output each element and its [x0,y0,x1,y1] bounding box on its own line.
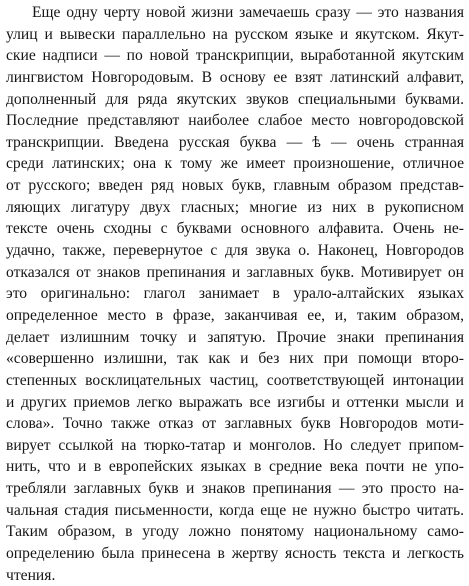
text-line: нить, что и в европейских языках в средние века почти не упо- [6,458,464,476]
text-paragraph [6,2,464,586]
text-line: тексте очень сходны с буквами основного алфавита. Очень не- [6,220,464,238]
text-line: слова». Точно также отказ от заглавных букв Новгородов моти- [6,415,464,433]
text-line: ские надписи — по новой транскрипции, выработанной якутским [6,47,464,65]
text-line: отказался от знаков препинания и заглавных букв. Мотивирует он [6,263,464,281]
text-line: Еще одну черту новой жизни замечаешь сразу — это названия [32,4,464,21]
text-line: требляли заглавных букв и знаков препинания — это просто на- [6,480,464,498]
text-line: ляющих лигатуру двух гласных; многие из них в рукописном [6,198,464,216]
text-line: определению была принесена в жертву ясность текста и легкость [6,545,464,563]
text-line: Таким образом, в угоду ложно понятому национальному само- [6,523,464,541]
text-line: Последние представляют наиболее слабое место новгородовской [6,112,464,130]
text-line: удачно, также, перевернутое с для звука о. Наконец, Новгородов [6,242,464,260]
document-page [6,2,464,586]
text-line: чальная стадия письменности, когда еще не нужно быстро читать. [6,501,464,519]
text-line: улиц и вывески параллельно на русском языке и якутском. Якут- [6,25,464,43]
text-line: от русского; введен ряд новых букв, главным образом представ- [6,177,464,195]
text-line: лингвистом Новгородовым. В основу ее взят латинский алфавит, [6,68,464,86]
text-line: это оригинально: глагол занимает в урало-алтайских языках [6,285,464,303]
text-line: степенных восклицательных частиц, соответствующей интонации [6,371,464,389]
text-line: транскрипции. Введена русская буква — ѣ — очень странная [6,133,464,151]
text-line: и других приемов легко выражать все изгибы и оттенки мысли и [6,393,464,411]
text-line: «совершенно излишни, так как и без них при помощи второ- [6,350,464,368]
text-line: делает излишним точку и запятую. Прочие знаки препинания [6,328,464,346]
text-line: вирует ссылкой на тюрко-татар и монголов. Но следует припом- [6,436,464,454]
text-line: определенное место в фразе, заканчивая ее, и, таким образом, [6,306,464,324]
text-line: дополненный для ряда якутских звуков специальными буквами. [6,90,464,108]
text-line: среди латинских; она к тому же имеет произношение, отличное [6,155,464,173]
text-line: чтения. [6,566,56,584]
